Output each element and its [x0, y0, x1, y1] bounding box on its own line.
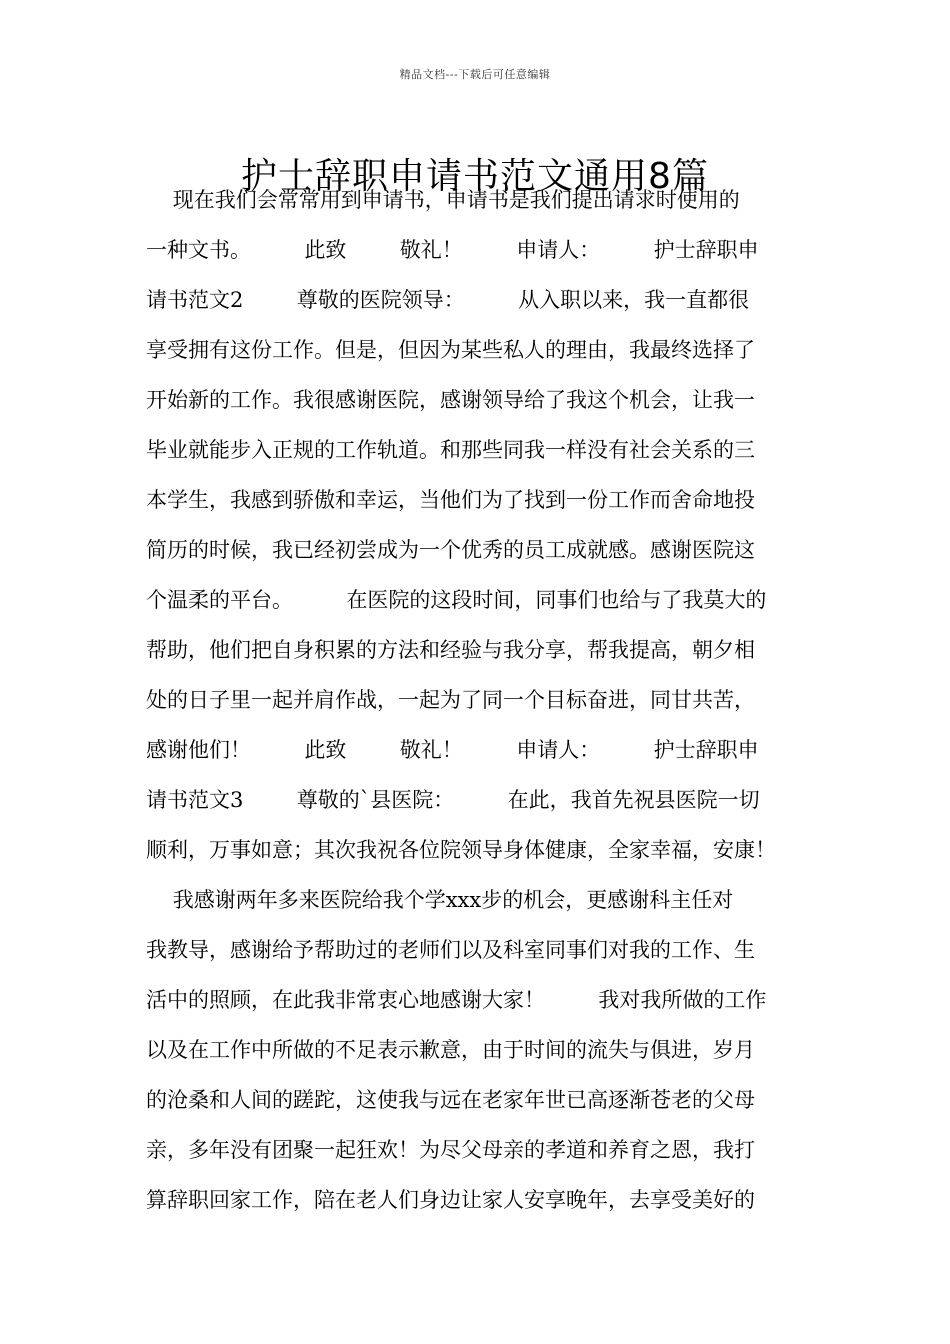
body-line: 以及在工作中所做的不足表示歉意，由于时间的流失与俱进，岁月 — [146, 1038, 755, 1062]
body-line: 的沧桑和人间的蹉跎，这使我与远在老家年世已高逐渐苍老的父母 — [146, 1088, 755, 1112]
body-line: 简历的时候，我已经初尝成为一个优秀的员工成就感。感谢医院这 — [146, 538, 755, 562]
document-body — [146, 178, 811, 1228]
header-note: 精品文档---下载后可任意编辑 — [399, 68, 551, 81]
body-line: 亲，多年没有团聚一起狂欢！为尽父母亲的孝道和养育之恩，我打 — [146, 1138, 755, 1162]
body-line: 个温柔的平台。 在医院的这段时间，同事们也给与了我莫大的 — [146, 588, 767, 612]
body-line: 算辞职回家工作，陪在老人们身边让家人安享晚年，去享受美好的 — [146, 1188, 755, 1212]
body-line: 开始新的工作。我很感谢医院，感谢领导给了我这个机会，让我一 — [146, 388, 755, 412]
body-line: 请书范文2 尊敬的医院领导： 从入职以来，我一直都很 — [146, 288, 750, 312]
body-line: 毕业就能步入正规的工作轨道。和那些同我一样没有社会关系的三 — [146, 438, 755, 462]
body-line: 感谢他们！ 此致 敬礼！ 申请人： 护士辞职申 — [146, 738, 759, 762]
body-line: 帮助，他们把自身积累的方法和经验与我分享，帮我提高，朝夕相 — [146, 638, 755, 662]
body-line: 享受拥有这份工作。但是，但因为某些私人的理由，我最终选择了 — [146, 338, 755, 362]
body-line: 我教导，感谢给予帮助过的老师们以及科室同事们对我的工作、生 — [146, 938, 755, 962]
body-line: 现在我们会常常用到申请书，申请书是我们提出请求时使用的 — [146, 188, 740, 212]
body-line: 本学生，我感到骄傲和幸运，当他们为了找到一份工作而舍命地投 — [146, 488, 755, 512]
body-line: 顺利，万事如意；其次我祝各位院领导身体健康，全家幸福，安康！ — [146, 838, 776, 862]
body-line: 请书范文3 尊敬的`县医院： 在此，我首先祝县医院一切 — [146, 788, 760, 812]
body-line: 活中的照顾，在此我非常衷心地感谢大家！ 我对我所做的工作 — [146, 988, 767, 1012]
body-line: 我感谢两年多来医院给我个学xxx步的机会，更感谢科主任对 — [146, 888, 734, 912]
document-title: 护士辞职申请书范文通用8篇 — [241, 156, 709, 198]
body-line: 处的日子里一起并肩作战，一起为了同一个目标奋进，同甘共苦， — [146, 688, 755, 712]
body-line: 一种文书。 此致 敬礼！ 申请人： 护士辞职申 — [146, 238, 759, 262]
